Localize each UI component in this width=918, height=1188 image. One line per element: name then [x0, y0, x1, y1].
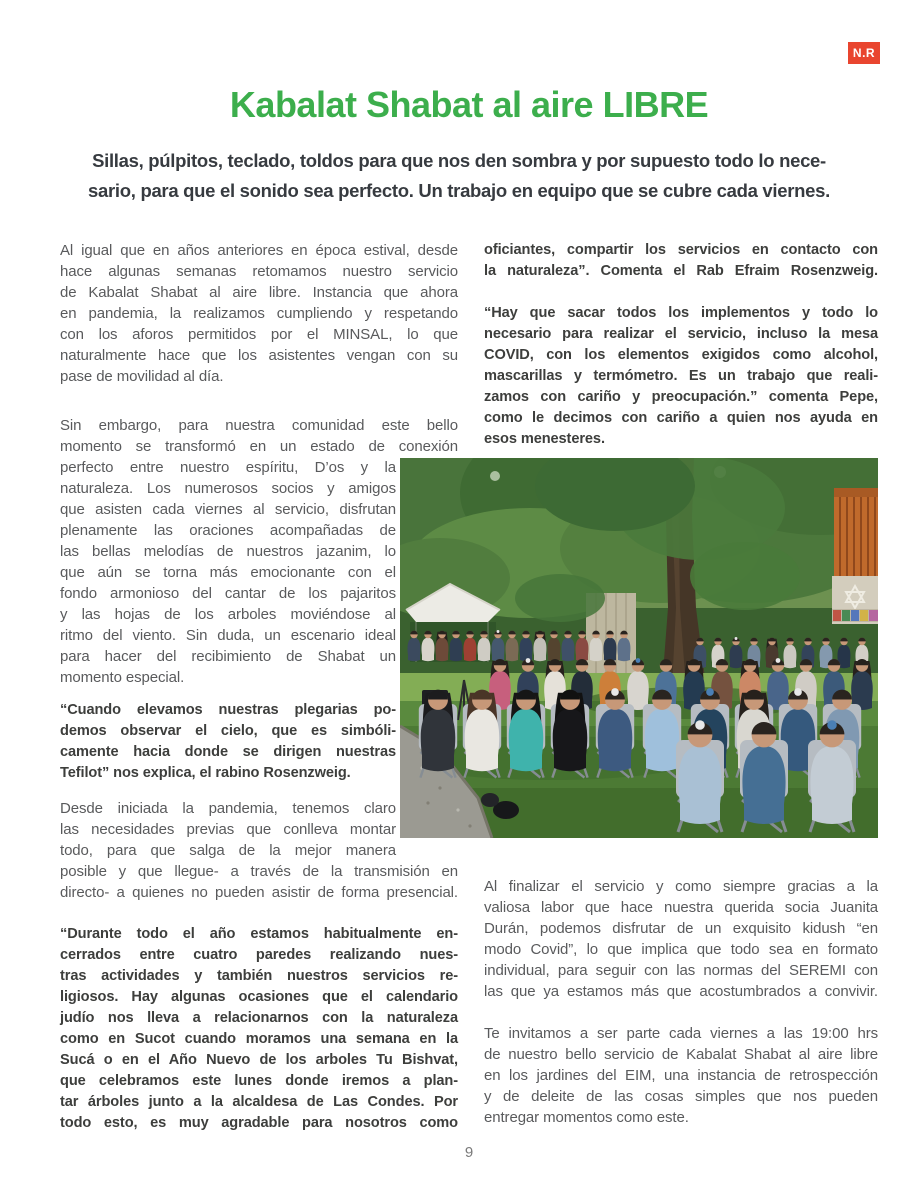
page-number: 9	[464, 1144, 474, 1161]
quote-oficiantes: oficiantes, compartir los servicios en contacto con la naturaleza”. Comenta el Rab Efraim Rosenzweig.	[484, 242, 878, 279]
quote-durante-el-anio: “Durante todo el año estamos habitualmente en- cerrados entre cuatro paredes realizando nues- tras actividades y también nuestros servicios re- ligiosos. Hay algunas ocasiones que el calendario judío nos lleva a relacionarnos con la naturaleza como en Sucot cuando moramos una semana en la Sucá o en el Año Nuevo de los arboles Tu Bishvat, que celebramos este lunes donde iremos a plan- tar árboles junto a la alcaldesa de Las Condes. Por todo esto, es muy agradable para nosotros como	[60, 926, 458, 1131]
paragraph-kidush: Al finalizar el servicio y como siempre gracias a la valiosa labor que hace nuestra querida socia Juanita Durán, podemos disfrutar de un exquisito kidush “en modo Covid”, lo que implica que todo sea en formato individual, para seguir con las normas del SEREMI con las que ya estamos más que acostumbrados a convivir.	[484, 878, 878, 1000]
paragraph-sin-embargo-narrow: perfecto entre nuestro espíritu, D’os y la naturaleza. Los numerosos socios y amigos que asisten cada viernes al servicio, disfrutan plenamente las oraciones acompañadas de las bellas melodías de nuestros jazanim, lo que aún se torna más emocionante con el fondo armonioso del cantar de los pajaritos y las hojas de los arboles moviéndose al ritmo del viento. Sin duda, un escenario ideal para hacer del recibimiento de Shabat un momento especial.	[60, 459, 396, 686]
paragraph-invitacion: Te invitamos a ser parte cada viernes a las 19:00 hrs de nuestro bello servicio de Kabalat Shabat al aire libre en los jardines del EIM, una instancia de retrospección y de deleite de las cosas simples que nos pueden entregar momentos como este.	[484, 1025, 878, 1126]
logo-text: N.R	[852, 46, 876, 60]
event-photo-illustration	[400, 458, 878, 838]
quote-mesa-covid: “Hay que sacar todos los implementos y todo lo necesario para realizar el servicio, incluso la mesa COVID, con los elementos exigidos como alcohol, mascarillas y termómetro. Es un trabajo que reali- zamos con cariño y preocupación.” comenta Pepe, como le decimos con cariño a quien nos ayuda en esos menesteres.	[484, 305, 878, 447]
paragraph-pandemia-narrow: Desde iniciada la pandemia, tenemos claro las necesidades previas que conlleva montar todo, para que salga de la mejor manera	[60, 800, 396, 859]
paragraph-sin-embargo-wide: Sin embargo, para nuestra comunidad este bello momento se transformó en un estado de conexión	[60, 417, 458, 455]
quote-rabino-cielo: “Cuando elevamos nuestras plegarias po- demos observar el cielo, que es simbóli- camente hacia donde se dirigen nuestras Tefilot” nos explica, el rabino Rosenzweig.	[60, 702, 396, 781]
article-title: Kabalat Shabat al aire LIBRE	[229, 84, 709, 125]
article-subtitle: Sillas, púlpitos, teclado, toldos para que nos den sombra y por supuesto todo lo nece- sario, para que el sonido sea perfecto. Un trabajo en equipo que se cubre cada viernes.	[88, 150, 830, 201]
paragraph-pandemia-wide: posible y que llegue- a través de la transmisión en directo- a quienes no pueden asistir de forma presencial.	[60, 863, 458, 901]
paragraph-intro: Al igual que en años anteriores en época estival, desde hace algunas semanas retomamos nuestro servicio de Kabalat Shabat al aire libre. Instancia que ahora en pandemia, la realizamos cumpliendo y respetando con los aforos permitidos por el MINSAL, lo que naturalmente hace que los asistentes vengan con su pase de movilidad al día.	[60, 242, 458, 385]
publication-logo	[848, 42, 880, 64]
event-photo	[400, 458, 878, 838]
